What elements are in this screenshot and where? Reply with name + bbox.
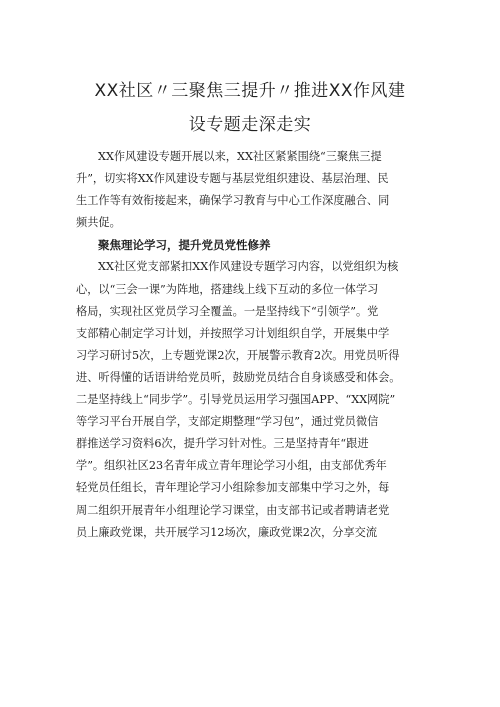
- section-line: 周二组织开展青年小组理论学习课堂，由支部书记或者聘请老党: [76, 503, 390, 517]
- document-body: [76, 146, 432, 544]
- title-line: XX社区〃三聚焦三提升〃推进XX作风建: [94, 81, 406, 101]
- section-line: 格局，实现社区党员学习全覆盖。一是坚持线下“引领学”。党: [76, 304, 379, 318]
- intro-line: XX作风建设专题开展以来，XX社区紧紧围绕“三聚焦三提: [98, 150, 382, 163]
- section-line: 习学习研讨5次，上专题党课2次，开展警示教育2次。用党员听得: [76, 348, 400, 362]
- section-line: 员上廉政党课，共开展学习12场次，廉政党课2次，分享交流: [76, 525, 378, 539]
- section-line: 学”。组织社区23名青年成立青年理论学习小组，由支部优秀年: [76, 459, 387, 473]
- section-line: XX社区党支部紧扣XX作风建设专题学习内容，以党组织为核: [98, 260, 399, 274]
- section-heading: 聚焦理论学习，提升党员党性修养: [98, 238, 271, 253]
- section-line: 群推送学习资料6次，提升学习针对性。三是坚持青年“跟进: [76, 437, 369, 451]
- section-line: 进、听得懂的话语讲给党员听，鼓励党员结合自身谈感受和体会。: [76, 370, 401, 384]
- section-line: 支部精心制定学习计划，并按照学习计划组织自学，开展集中学: [76, 326, 390, 340]
- title-line: 设专题走深走实: [188, 115, 312, 135]
- document-title: [60, 74, 440, 142]
- intro-line: 生工作等有效衔接起来，确保学习教育与中心工作深度融合、同: [76, 194, 390, 208]
- intro-line: 频共促。: [76, 216, 121, 230]
- section-line: 等学习平台开展自学，支部定期整理“学习包”，通过党员微信: [76, 415, 379, 429]
- section-line: 轻党员任组长，青年理论学习小组除参加支部集中学习之外，每: [76, 481, 390, 495]
- intro-line: 升”，切实将XX作风建设专题与基层党组织建设、基层治理、民: [76, 172, 389, 186]
- section-line: 心，以“三会一课”为阵地，搭建线上线下互动的多位一体学习: [76, 282, 379, 296]
- section-line: 二是坚持线上“同步学”。引导党员运用学习强国APP、“XX网院”: [76, 393, 396, 407]
